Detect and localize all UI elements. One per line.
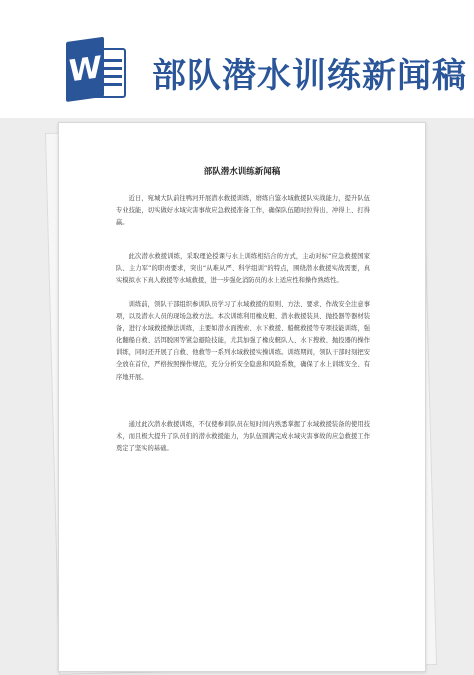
paragraph-3: 训练前，领队干部组织参训队员学习了水域救援的原则、方法、要求、作战安全注意事项，以及潜水人员的现场急救方法。本次训练利用橡皮艇、潜水救援装具、抛投器等器材装备，进行水域救援操法训练，主要如潜水面搜索、水下救援、船艇救援等专项技能训练，强化翻船自救、活饵脱困等紧急避险技能，尤其加强了橡皮艇队人、水下搜救、抛投器的操作训练，同时还开展了自救、他救等一系列水域救援实操训练。训练期间，领队干部时刻把安全放在首位，严格按照操作规范，充分分析安全隐患和风险系数，确保了水上训练安全、有序地开展。 <box>116 301 370 381</box>
word-icon-letter: W <box>66 37 104 102</box>
paragraph-4: 通过此次潜水救援训练，不仅使参训队员在短时间内熟悉掌握了水域救援装备的使用技术，而且极大提升了队员们的潜水救援能力，为队伍圆满完成水域灾害事故的应急救援工作奠定了坚实的基础。 <box>116 421 370 453</box>
banner-title: 部队潜水训练新闻稿 <box>152 56 467 96</box>
document-page <box>58 122 426 672</box>
paragraph-2: 此次潜水救援训练，采取理论授课与水上训练相结合的方式，主动对标“应急救援国家队、主力军”的职责要求，突出“从难从严、科学组训”的特点，围绕潜水救援实战需要，真实模拟水下真人救援等水域救援，进一步强化消防员的水上适应性和操作熟练性。 <box>116 253 370 285</box>
paragraph-1: 近日，宛城大队前往鸭河开展潜水救援训练，磨练自鉴水域救援队实战能力，提升队伍专业技能，切实做好水域灾害事故应急救援准备工作，确保队伍随时拉得出、冲得上、打得赢。 <box>116 195 370 227</box>
page-title: 部队潜水训练新闻稿 <box>203 167 281 177</box>
header-banner <box>0 0 474 118</box>
word-document-icon <box>66 42 130 102</box>
